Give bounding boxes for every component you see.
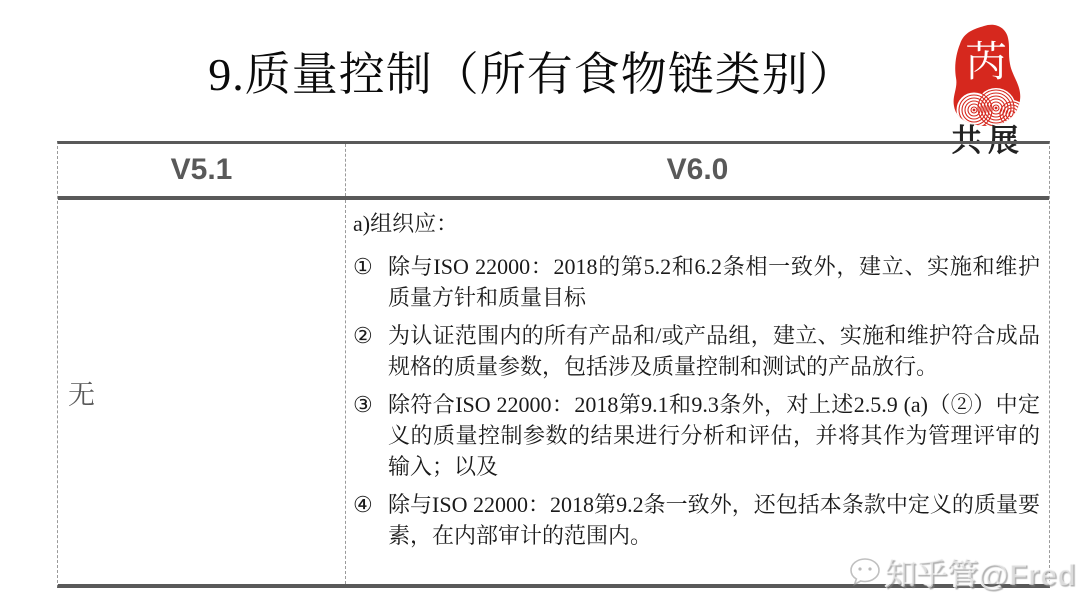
list-item xyxy=(353,389,1040,482)
v60-cell xyxy=(346,200,1049,584)
page-title: 9.质量控制（所有食物链类别） xyxy=(208,49,856,100)
version-comparison-table xyxy=(57,141,1050,588)
list-item xyxy=(353,320,1040,382)
company-seal-logo xyxy=(948,24,1028,128)
v51-cell xyxy=(58,200,346,584)
table-header-row xyxy=(58,144,1049,200)
item-text: 除符合ISO 22000：2018第9.1和9.3条外，对上述2.5.9 (a)（②）中定义的质量控制参数的结果进行分析和评估，并将其作为管理评审的输入；以及 xyxy=(388,392,1040,479)
item-marker: ④ xyxy=(353,492,373,517)
table-body-row xyxy=(58,200,1049,584)
zhihu-watermark xyxy=(848,549,1075,594)
watermark-text: 知乎管@Fred xyxy=(885,557,1076,592)
item-text: 为认证范围内的所有产品和/或产品组，建立、实施和维护符合成品规格的质量参数，包括涉及质量控制和测试的产品放行。 xyxy=(388,323,1040,379)
column-header-v51: V5.1 xyxy=(58,144,346,196)
item-marker: ② xyxy=(353,323,373,348)
item-text: 除与ISO 22000：2018第9.2条一致外，还包括本条款中定义的质量要素，在内部审计的范围内。 xyxy=(388,492,1040,548)
item-text: 除与ISO 22000：2018的第5.2和6.2条相一致外，建立、实施和维护质量方针和质量目标 xyxy=(388,254,1040,310)
logo-caption: 共展 xyxy=(951,123,1025,158)
list-item xyxy=(353,251,1040,313)
red-seal-icon xyxy=(948,24,1028,128)
v51-cell-text: 无 xyxy=(68,379,95,410)
column-header-v60: V6.0 xyxy=(666,153,729,186)
smiley-bubble-icon xyxy=(848,556,882,588)
item-marker: ③ xyxy=(353,392,373,417)
v60-intro: a)组织应： xyxy=(353,211,459,236)
list-item xyxy=(353,489,1040,551)
item-marker: ① xyxy=(353,254,373,279)
svg-text:芮: 芮 xyxy=(964,40,1008,86)
